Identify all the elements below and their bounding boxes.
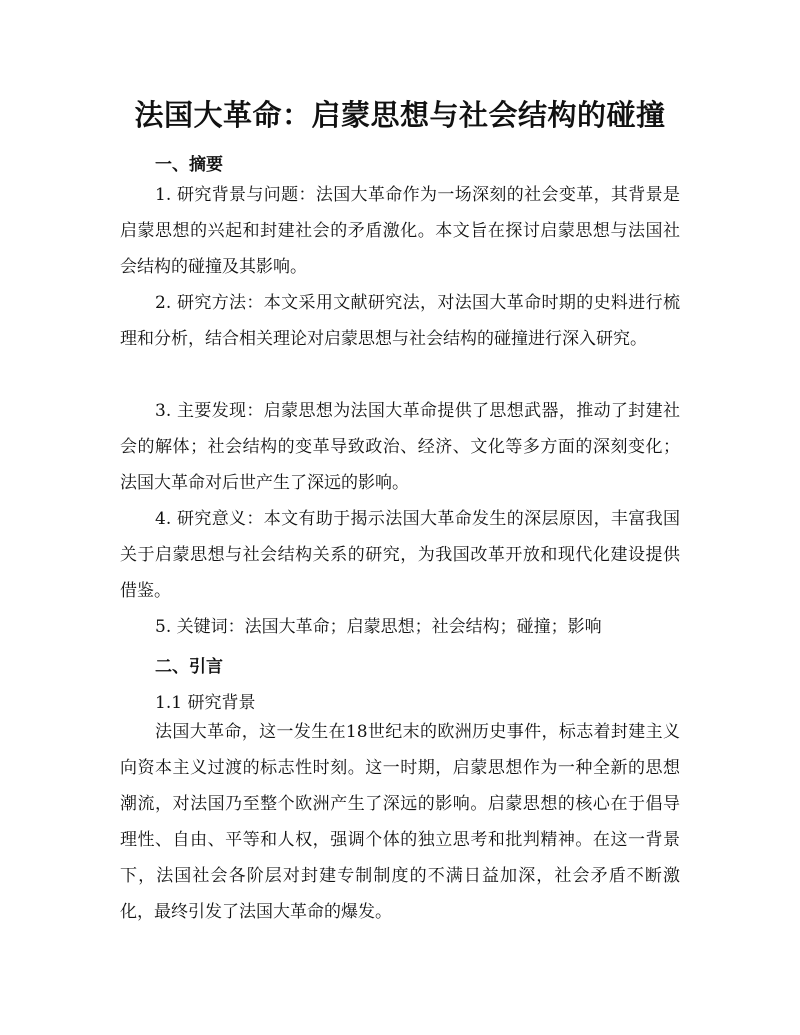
introduction-paragraph: 法国大革命，这一发生在18世纪末的欧洲历史事件，标志着封建主义向资本主义过渡的标志性时刻。这一时期，启蒙思想作为一种全新的思想潮流，对法国乃至整个欧洲产生了深远的影响。启蒙思想的核心在于倡导理性、自由、平等和人权，强调个体的独立思考和批判精神。在这一背景下，法国社会各阶层对封建专制制度的不满日益加深，社会矛盾不断激化，最终引发了法国大革命的爆发。: [120, 722, 680, 922]
abstract-item-1: 1. 研究背景与问题：法国大革命作为一场深刻的社会变革，其背景是启蒙思想的兴起和封建社会的矛盾激化。本文旨在探讨启蒙思想与法国社会结构的碰撞及其影响。: [120, 185, 680, 277]
abstract-item-4: 4. 研究意义：本文有助于揭示法国大革命发生的深层原因，丰富我国关于启蒙思想与社会结构关系的研究，为我国改革开放和现代化建设提供借鉴。: [120, 509, 680, 601]
abstract-item-3: 3. 主要发现：启蒙思想为法国大革命提供了思想武器，推动了封建社会的解体；社会结构的变革导致政治、经济、文化等多方面的深刻变化；法国大革命对后世产生了深远的影响。: [120, 401, 680, 493]
abstract-item-2: 2. 研究方法：本文采用文献研究法，对法国大革命时期的史料进行梳理和分析，结合相关理论对启蒙思想与社会结构的碰撞进行深入研究。: [120, 293, 680, 349]
subsection-heading-background: 1.1 研究背景: [155, 693, 256, 713]
section-heading-abstract: 一、摘要: [155, 155, 223, 175]
section-heading-introduction: 二、引言: [155, 657, 223, 677]
abstract-item-5: 5. 关键词：法国大革命；启蒙思想；社会结构；碰撞；影响: [155, 617, 602, 637]
document-title: 法国大革命：启蒙思想与社会结构的碰撞: [134, 98, 666, 132]
